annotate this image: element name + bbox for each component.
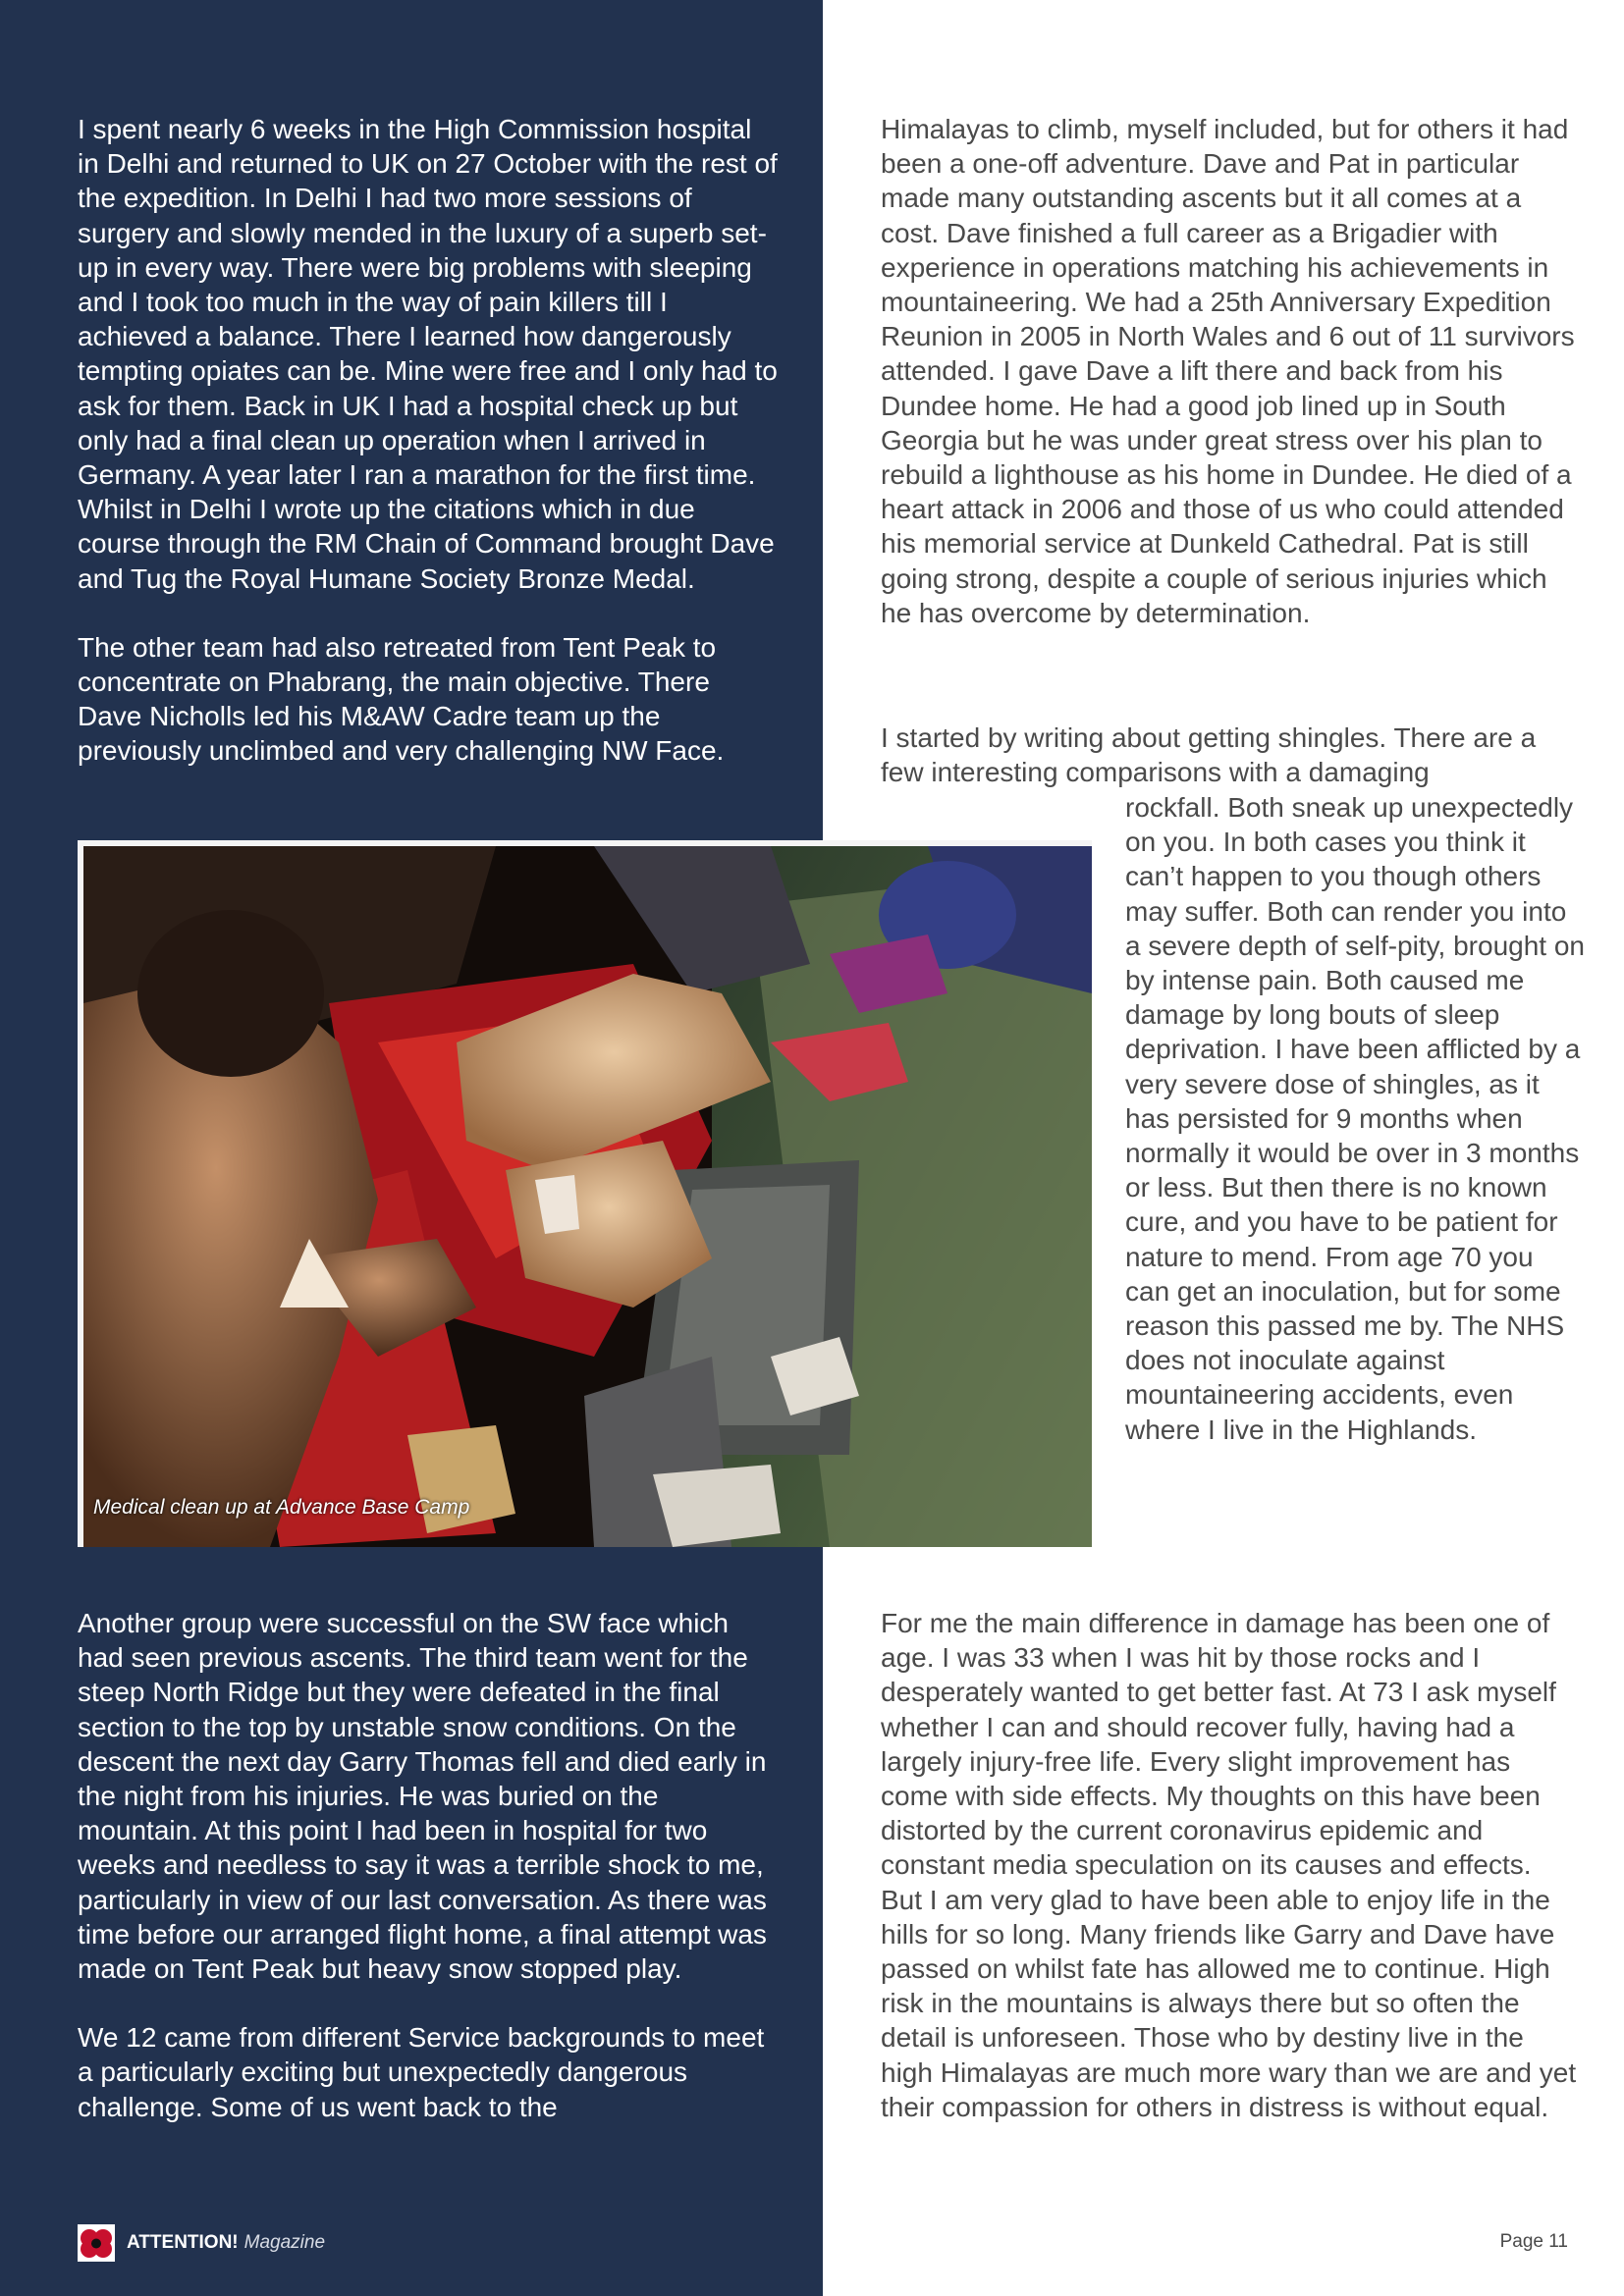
expedition-photo — [78, 840, 1092, 1547]
photo-caption: Medical clean up at Advance Base Camp — [93, 1496, 470, 1519]
paragraph: The other team had also retreated from Tent Peak to concentrate on Phabrang, the main objective. There Dave Nicholls led his M&AW Cadre team up the previously unclimbed and very challenging NW Face. — [78, 631, 725, 767]
magazine-footer — [78, 2224, 325, 2262]
paragraph: Himalayas to climb, myself included, but for others it had been a one-off adventure. Dave and Pat in particular made many outstanding ascents but it all comes at a cost. Dave finished a full career as a Brigadier with experience in operations matching his achievements in mountaineering. We had a 25th Anniversary Expedition Reunion in 2005 in North Wales and 6 out of 11 survivors attended. I gave Dave a lift there and back from his Dundee home. He had a good job lined up in South Georgia but he was under great stress over his plan to rebuild a lighthouse as his home in Dundee. He died of a heart attack in 2006 and those of us who could attended his memorial service at Dunkeld Cathedral. Pat is still going strong, despite a couple of serious injuries which he has overcome by determination. — [881, 114, 1575, 628]
photo-illustration — [83, 846, 1092, 1547]
photo-image — [83, 846, 1092, 1547]
magazine-suffix: Magazine — [244, 2232, 326, 2253]
right-column-upper-text — [881, 112, 1580, 630]
paragraph: Another group were successful on the SW face which had seen previous ascents. The third team went for the steep North Ridge but they were defeated in the final section to the top by unstable snow conditions. On the descent the next day Garry Thomas fell and died early in the night from his injuries. He was buried on the mountain. At this point I had been in hospital for two weeks and needless to say it was a terrible shock to me, particularly in view of our last conversation. As there was time before our arranged flight home, a final attempt was made on Tent Peak but heavy snow stopped play. — [78, 1608, 767, 1985]
paragraph: I started by writing about getting shingles. There are a few interesting comparisons with a damaging — [881, 722, 1537, 788]
magazine-name: ATTENTION! — [127, 2232, 239, 2253]
left-column-lower-text — [78, 1606, 780, 2124]
paragraph: For me the main difference in damage has been one of age. I was 33 when I was hit by those rocks and I desperately wanted to get better fast. At 73 I ask myself whether I can and should recover fully, having had a largely injury-free life. Every slight improvement has come with side effects. My thoughts on this have been distorted by the current coronavirus epidemic and constant media speculation on its causes and effects. But I am very glad to have been able to enjoy life in the hills for so long. Many friends like Garry and Dave have passed on whilst fate has allowed me to continue. High risk in the mountains is always there but so often the detail is unforeseen. Those who by destiny live in the high Himalayas are much more wary than we are and yet their compassion for others in distress is without equal. — [881, 1608, 1577, 2122]
paragraph: We 12 came from different Service backgrounds to meet a particularly exciting but unexpectedly dangerous challenge. Some of us went back to the — [78, 2022, 765, 2122]
poppy-icon — [78, 2224, 115, 2262]
paragraph: rockfall. Both sneak up unexpectedly on you. In both cases you think it can’t happen to you though others may suffer. Both can render you into a severe depth of self-pity, brought on by intense pain. Both caused me damage by long bouts of sleep deprivation. I have been afflicted by a very severe dose of shingles, as it has persisted for 9 months when normally it would be over in 3 months or less. But then there is no known cure, and you have to be patient for nature to mend. From age 70 you can get an inoculation, but for some reason this passed me by. The NHS does not inoculate against mountaineering accidents, even where I live in the Highlands. — [1125, 792, 1585, 1445]
paragraph: I spent nearly 6 weeks in the High Commission hospital in Delhi and returned to UK on 27 October with the rest of the expedition. In Delhi I had two more sessions of surgery and slowly mended in the luxury of a superb set-up in every way. There were big problems with sleeping and I took too much in the way of pain killers till I achieved a balance. There I learned how dangerously tempting opiates can be. Mine were free and I only had to ask for them. Back in UK I had a hospital check up but only had a final clean up operation when I arrived in Germany. A year later I ran a marathon for the first time. Whilst in Delhi I wrote up the citations which in due course through the RM Chain of Command brought Dave and Tug the Royal Humane Society Bronze Medal. — [78, 114, 778, 594]
left-column-upper-text — [78, 112, 780, 769]
shingles-paragraph-lead — [881, 721, 1580, 789]
page-number: Page 11 — [1499, 2231, 1568, 2252]
right-column-lower-text — [881, 1606, 1580, 2124]
magazine-title — [127, 2232, 325, 2254]
shingles-paragraph-wrapped — [1125, 790, 1585, 1447]
